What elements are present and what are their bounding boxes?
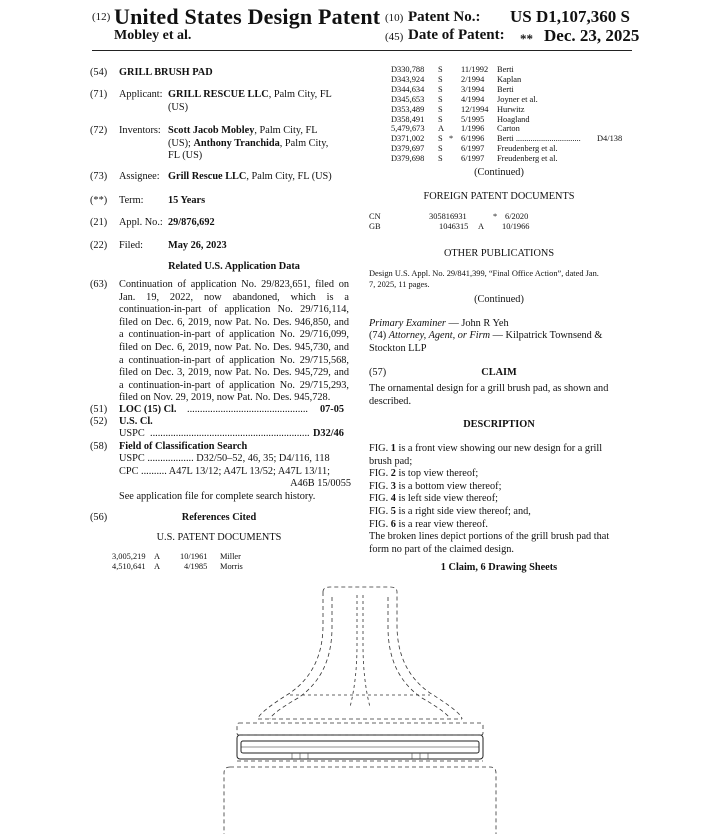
reference-num: D371,002 <box>391 134 425 144</box>
reference-date: 5/1995 <box>461 114 485 124</box>
other-pubs-heading: OTHER PUBLICATIONS <box>443 248 555 259</box>
continuation-line: filed on Nov. 29, 2019, now Pat. No. Des. 945,728. <box>119 392 331 404</box>
other-pub-line: Design U.S. Appl. No. 29/841,399, “Final Office Action”, dated Jan. <box>369 269 599 278</box>
broken-lines-note-cont: form no part of the claimed design. <box>369 543 514 555</box>
foreign-date: 10/1966 <box>502 222 530 231</box>
uspc-value: D32/46 <box>313 428 344 439</box>
reference-name: Hoagland <box>497 114 530 124</box>
reference-date: 12/1994 <box>461 104 489 114</box>
reference-num: D379,697 <box>391 144 425 154</box>
continuation-line: Jan. 19, 2022, now abandoned, which is a <box>119 291 349 303</box>
reference-kind: S <box>438 114 443 124</box>
reference-name: Berti ............................... <box>497 134 581 144</box>
us-doc-name: Miller <box>220 552 241 561</box>
examiner-name: — John R Yeh <box>445 318 509 329</box>
reference-name: Freudenberg et al. <box>497 154 558 164</box>
inventor-2-name: Anthony Tranchida <box>193 137 280 149</box>
fig-line: FIG. 1 is a front view showing our new design for a grill <box>369 443 603 454</box>
fig-line: FIG. 6 is a rear view thereof. <box>369 518 488 530</box>
term-code: (**) <box>90 195 108 206</box>
us-doc-date: 10/1961 <box>180 552 208 561</box>
foreign-star: * <box>493 212 498 221</box>
date-of-patent-label: Date of Patent: <box>408 27 505 43</box>
fig-line: FIG. 2 is top view thereof; <box>369 468 479 480</box>
patent-number: US D1,107,360 S <box>510 7 630 26</box>
us-doc-number: 4,510,641 <box>112 562 146 571</box>
continuation-line: Continuation of application No. 29/823,651, filed on <box>119 279 349 290</box>
broken-lines-note: The broken lines depict portions of the grill brush pad that <box>369 531 610 543</box>
uscl-label: U.S. Cl. <box>119 416 153 427</box>
reference-date: 3/1994 <box>461 84 485 94</box>
reference-kind: A <box>438 124 445 134</box>
reference-name: Kaplan <box>497 74 522 84</box>
applicant-name: GRILL RESCUE LLC <box>168 89 269 100</box>
us-doc-name: Morris <box>220 562 243 571</box>
foreign-country: GB <box>369 222 381 231</box>
field-code: (58) <box>90 441 108 452</box>
reference-num: D345,653 <box>391 94 425 104</box>
examiner-label: Primary Examiner <box>369 318 446 329</box>
attorney-code: (74) <box>369 330 387 341</box>
references-cited-heading: References Cited <box>181 512 257 523</box>
foreign-number: 1046315 <box>439 222 469 231</box>
field-cpc-cont: A46B 15/0055 <box>290 478 351 490</box>
fig-line: FIG. 3 is a bottom view thereof; <box>369 480 502 492</box>
center-marks <box>292 753 428 759</box>
reference-kind: S <box>438 104 443 114</box>
code-45: (45) <box>385 31 404 43</box>
reference-star: * <box>449 134 454 144</box>
inventors-label: Inventors: <box>119 125 161 136</box>
appl-number: 29/876,692 <box>168 217 215 228</box>
reference-num: D343,924 <box>391 74 425 84</box>
reference-kind: S <box>438 65 443 74</box>
reference-name: Carton <box>497 124 520 134</box>
reference-date: 6/1996 <box>461 134 485 144</box>
continuation-line: a continuation-in-part of application No. 29/715,568, <box>119 354 349 366</box>
us-doc-kind: A <box>154 552 161 561</box>
inventor-2-location-cont: FL (US) <box>168 150 203 162</box>
assignee-name: Grill Rescue LLC <box>168 171 247 182</box>
reference-kind: S <box>438 74 443 84</box>
reference-date: 1/1996 <box>461 124 485 134</box>
field-label: Field of Classification Search <box>119 441 248 452</box>
document-type-title: United States Design Patent <box>114 4 381 29</box>
uscl-code: (52) <box>90 416 108 427</box>
reference-cls: D4/138 <box>597 134 623 144</box>
reference-date: 6/1997 <box>461 154 485 164</box>
reference-num: D330,788 <box>391 65 425 74</box>
fig-line: FIG. 4 is left side view thereof; <box>369 493 498 505</box>
continuation-line: filed on Dec. 6, 2019, now Pat. No. Des. 945,730, and <box>119 341 349 353</box>
field-uspc: USPC .................. D32/50–52, 46, 35; D4/116, 118 <box>119 453 330 464</box>
filed-date: May 26, 2023 <box>168 240 227 251</box>
loc-code: (51) <box>90 404 108 415</box>
date-marker: ** <box>520 31 533 46</box>
patent-date: Dec. 23, 2025 <box>544 26 640 45</box>
term-value: 15 Years <box>168 195 206 206</box>
reference-num: D353,489 <box>391 104 425 114</box>
foreign-country: CN <box>369 212 381 221</box>
filed-code: (22) <box>90 240 108 251</box>
assignee-field <box>168 171 332 184</box>
assignee-location: , Palm City, FL (US) <box>246 171 332 182</box>
applicant-location: , Palm City, FL <box>268 89 332 100</box>
attorney-name: — Kilpatrick Townsend & <box>490 330 603 341</box>
assignee-label: Assignee: <box>119 171 160 182</box>
claims-sheets-summary: 1 Claim, 6 Drawing Sheets <box>440 562 558 573</box>
reference-name: Freudenberg et al. <box>497 144 558 154</box>
front-view-drawing <box>200 585 520 834</box>
applicant-field <box>168 89 358 114</box>
field-cpc: CPC .......... A47L 13/12; A47L 13/52; A47L 13/11; <box>119 465 331 477</box>
attorney-name-cont: Stockton LLP <box>369 342 427 354</box>
continuation-line: filed on Dec. 6, 2019, now Pat. No. Des. 946,850, and <box>119 316 349 328</box>
applicant-label: Applicant: <box>119 89 163 100</box>
figure-descriptions <box>369 443 631 556</box>
continuation-line: a continuation-in-part of application No. 29/716,099, <box>119 329 349 341</box>
reference-kind: S <box>438 84 443 94</box>
inventor-1-name: Scott Jacob Mobley <box>168 125 255 136</box>
reference-date: 6/1997 <box>461 144 485 154</box>
reference-num: D358,491 <box>391 114 425 124</box>
reference-num: 5,479,673 <box>391 124 425 134</box>
applicant-code: (71) <box>90 89 108 100</box>
pad-dashed-layers <box>224 723 496 834</box>
continuation-line: a continuation-in-part of application No. 29/715,293, <box>119 379 349 391</box>
description-heading: DESCRIPTION <box>463 419 535 430</box>
reference-kind: S <box>438 94 443 104</box>
reference-date: 2/1994 <box>461 74 485 84</box>
fig-line: FIG. 5 is a right side view thereof; and, <box>369 505 531 517</box>
loc-dots: ............................................... <box>187 404 308 415</box>
title-code: (54) <box>90 67 108 78</box>
continuation-line: continuation-in-part of application No. 29/716,114, <box>119 304 349 316</box>
uspc-dots: .............................................................. <box>150 428 310 439</box>
appl-code: (21) <box>90 217 108 228</box>
reference-kind: S <box>438 134 443 144</box>
inventor-1-location: , Palm City, FL <box>254 125 318 136</box>
continued-1: (Continued) <box>474 167 524 178</box>
filed-label: Filed: <box>119 240 144 251</box>
field-note: See application file for complete search history. <box>119 490 316 502</box>
reference-kind: S <box>438 154 443 164</box>
inventors-code: (72) <box>90 125 108 136</box>
reference-date: 11/1992 <box>461 65 489 74</box>
us-doc-number: 3,005,219 <box>112 552 146 561</box>
foreign-docs-heading: FOREIGN PATENT DOCUMENTS <box>423 191 575 202</box>
inventor-2-prefix: (US); <box>168 137 194 149</box>
patent-number-label: Patent No.: <box>408 9 481 25</box>
applicant-location-country: (US) <box>168 101 189 113</box>
reference-kind: S <box>438 144 443 154</box>
authors: Mobley et al. <box>114 28 192 43</box>
refs-code: (56) <box>90 512 108 523</box>
code-10: (10) <box>385 12 404 24</box>
design-title: GRILL BRUSH PAD <box>119 67 213 78</box>
header-rule <box>92 50 632 51</box>
continued-2: (Continued) <box>474 294 524 305</box>
loc-label: LOC (15) Cl. <box>119 404 177 415</box>
related-app-heading: Related U.S. Application Data <box>168 261 300 272</box>
reference-num: D379,698 <box>391 154 425 164</box>
foreign-number: 305816931 <box>429 212 467 221</box>
attorney <box>369 330 631 355</box>
term-label: Term: <box>119 195 144 206</box>
field-classification <box>119 453 351 503</box>
foreign-date: 6/2020 <box>505 212 529 221</box>
continuation-code: (63) <box>90 279 108 290</box>
examiner <box>369 318 631 331</box>
other-publication <box>369 268 631 290</box>
doc-code-12: (12) <box>92 11 111 23</box>
appl-label: Appl. No.: <box>119 217 163 228</box>
reference-num: D344,634 <box>391 84 425 94</box>
continuation-line: filed on Dec. 3, 2019, now Pat. No. Des. 945,729, and <box>119 367 349 379</box>
reference-name: Berti <box>497 84 514 94</box>
pad-body <box>237 735 483 759</box>
reference-date: 4/1994 <box>461 94 485 104</box>
inventor-2-location: , Palm City, <box>279 137 329 149</box>
other-pub-line: 7, 2025, 11 pages. <box>369 280 430 289</box>
continuation-text <box>119 279 349 405</box>
reference-name: Hurwitz <box>497 104 525 114</box>
us-doc-kind: A <box>154 562 161 571</box>
us-doc-date: 4/1985 <box>184 562 208 571</box>
assignee-code: (73) <box>90 171 108 182</box>
claim-heading: CLAIM <box>481 367 517 378</box>
handle-broken-lines <box>258 587 462 719</box>
loc-value: 07-05 <box>320 404 345 415</box>
claim-text: The ornamental design for a grill brush pad, as shown and described. <box>369 383 609 407</box>
claim-code: (57) <box>369 367 387 378</box>
reference-name: Joyner et al. <box>497 94 538 104</box>
us-docs-heading: U.S. PATENT DOCUMENTS <box>156 532 282 543</box>
reference-name: Berti <box>497 65 514 74</box>
fig-line: brush pad; <box>369 455 413 467</box>
uspc-label: USPC <box>119 428 145 439</box>
inventors-field <box>168 125 363 163</box>
attorney-label: Attorney, Agent, or Firm <box>388 330 491 341</box>
foreign-kind: A <box>478 222 485 231</box>
